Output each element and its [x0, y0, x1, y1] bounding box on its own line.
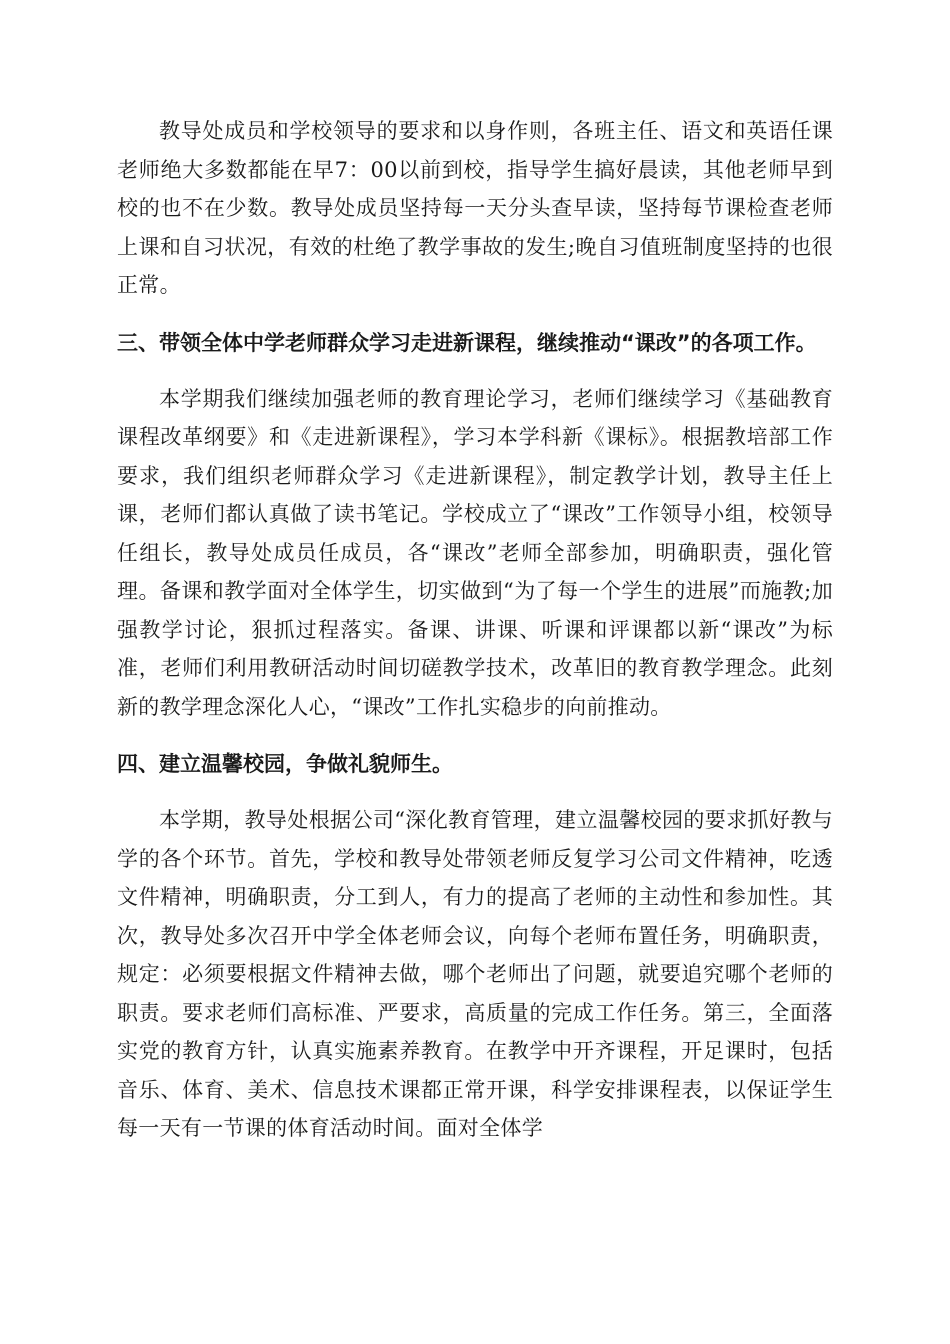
paragraph-morning-reading: 教导处成员和学校领导的要求和以身作则，各班主任、语文和英语任课老师绝大多数都能在早7：00以前到校，指导学生搞好晨读，其他老师早到校的也不在少数。教导处成员坚持每一天分头查早读，坚持每节课检查老师上课和自习状况，有效的杜绝了教学事故的发生;晚自习值班制度坚持的也很正常。 [117, 119, 833, 297]
paragraph-warm-campus: 本学期，教导处根据公司“深化教育管理，建立温馨校园的要求抓好教与学的各个环节。首先，学校和教导处带领老师反复学习公司文件精神，吃透文件精神，明确职责，分工到人，有力的提高了老师的主动性和参加性。其次，教导处多次召开中学全体老师会议，向每个老师布置任务，明确职责，规定：必须要根据文件精神去做，哪个老师出了问题，就要追究哪个老师的职责。要求老师们高标准、严要求，高质量的完成工作任务。第三，全面落实党的教育方针，认真实施素养教育。在教学中开齐课程，开足课时，包括音乐、体育、美术、信息技术课都正常开课，科学安排课程表，以保证学生每一天有一节课的体育活动时间。面对全体学 [117, 808, 833, 1140]
document-body [117, 112, 833, 1148]
section-heading-three: 三、带领全体中学老师群众学习走进新课程，继续推动“课改”的各项工作。 [117, 330, 817, 355]
section-heading-four: 四、建立温馨校园，争做礼貌师生。 [117, 752, 453, 776]
paragraph-curriculum-reform: 本学期我们继续加强老师的教育理论学习，老师们继续学习《基础教育课程改革纲要》和《走进新课程》，学习本学科新《课标》。根据教培部工作要求，我们组织老师群众学习《走进新课程》，制定教学计划，教导主任上课，老师们都认真做了读书笔记。学校成立了“课改”工作领导小组，校领导任组长，教导处成员任成员，各“课改”老师全部参加，明确职责，强化管理。备课和教学面对全体学生，切实做到“为了每一个学生的进展”而施教;加强教学讨论，狠抓过程落实。备课、讲课、听课和评课都以新“课改”为标准，老师们利用教研活动时间切磋教学技术，改革旧的教育教学理念。此刻新的教学理念深化人心，“课改”工作扎实稳步的向前推动。 [117, 386, 833, 719]
